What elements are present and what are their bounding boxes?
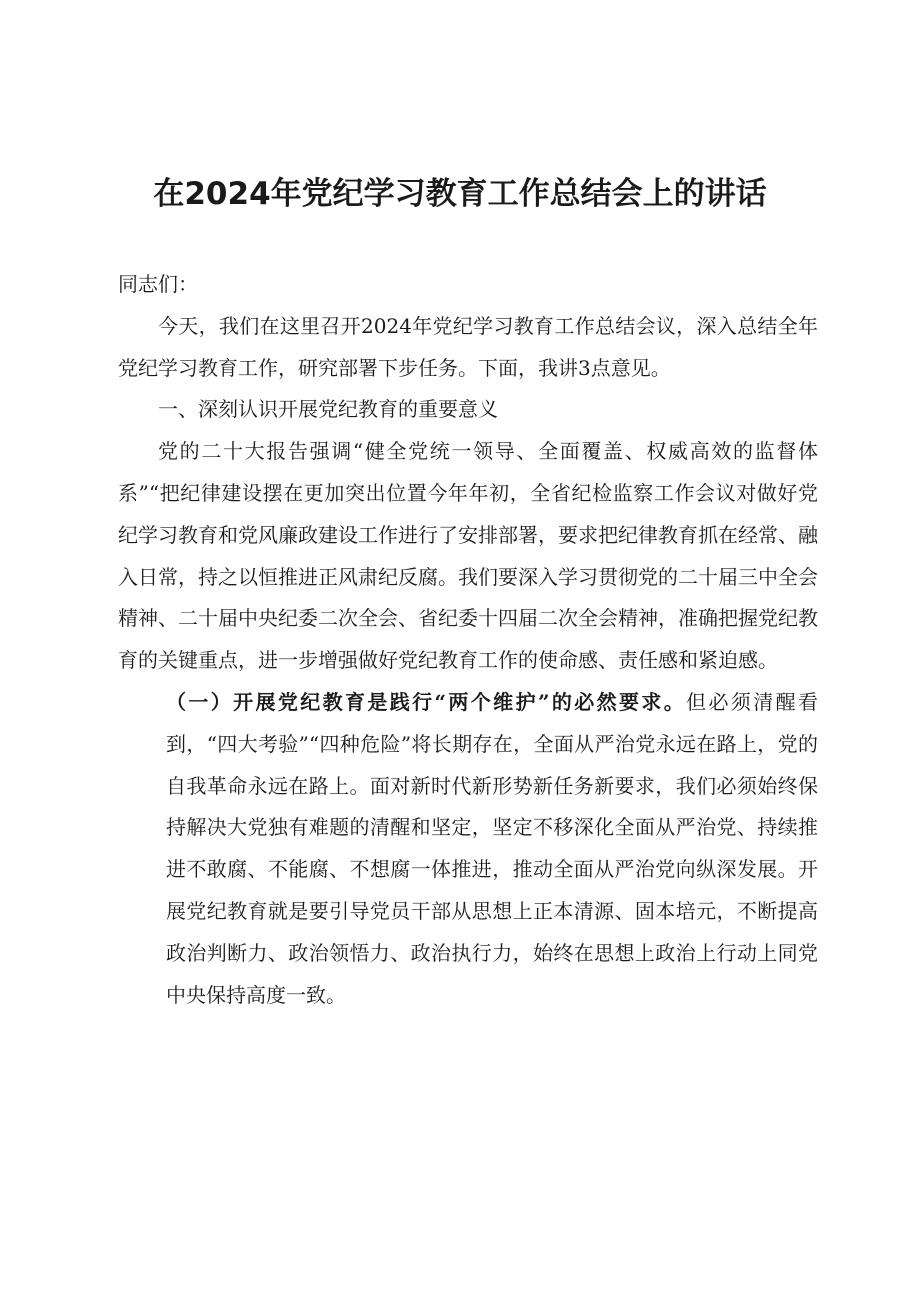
document-body [118, 264, 818, 1016]
section-heading: 一、深刻认识开展党纪教育的重要意义 [158, 397, 498, 422]
subsection-paragraph [118, 682, 818, 1016]
section-paragraph: 党的二十大报告强调“健全党统一领导、全面覆盖、权威高效的监督体系”“把纪律建设摆在更加突出位置今年年初，全省纪检监察工作会议对做好党纪学习教育和党风廉政建设工作进行了安排部署，要求把纪律教育抓在经常、融入日常，持之以恒推进正风肃纪反腐。我们要深入学习贯彻党的二十届三中全会精神、二十届中央纪委二次全会、省纪委十四届二次全会精神，准确把握党纪教育的关键重点，进一步增强做好党纪教育工作的使命感、责任感和紧迫感。 [118, 439, 818, 673]
intro-paragraph: 今天，我们在这里召开2024年党纪学习教育工作总结会议，深入总结全年党纪学习教育工作，研究部署下步任务。下面，我讲3点意见。 [118, 313, 818, 380]
subsection-body: 但必须清醒看到，“四大考验”“四种危险”将长期存在，全面从严治党永远在路上，党的自我革命永远在路上。面对新时代新形势新任务新要求，我们必须始终保持解决大党独有难题的清醒和坚定，坚定不移深化全面从严治党、持续推进不敢腐、不能腐、不想腐一体推进，推动全面从严治党向纵深发展。开展党纪教育就是要引导党员干部从思想上正本清源、固本培元，不断提高政治判断力、政治领悟力、政治执行力，始终在思想上政治上行动上同党中央保持高度一致。 [166, 689, 819, 1007]
greeting: 同志们： [118, 272, 198, 296]
document-title: 在2024年党纪学习教育工作总结会上的讲话 [153, 176, 767, 212]
subsection-heading: （一）开展党纪教育是践行“两个维护”的必然要求。 [166, 689, 687, 714]
